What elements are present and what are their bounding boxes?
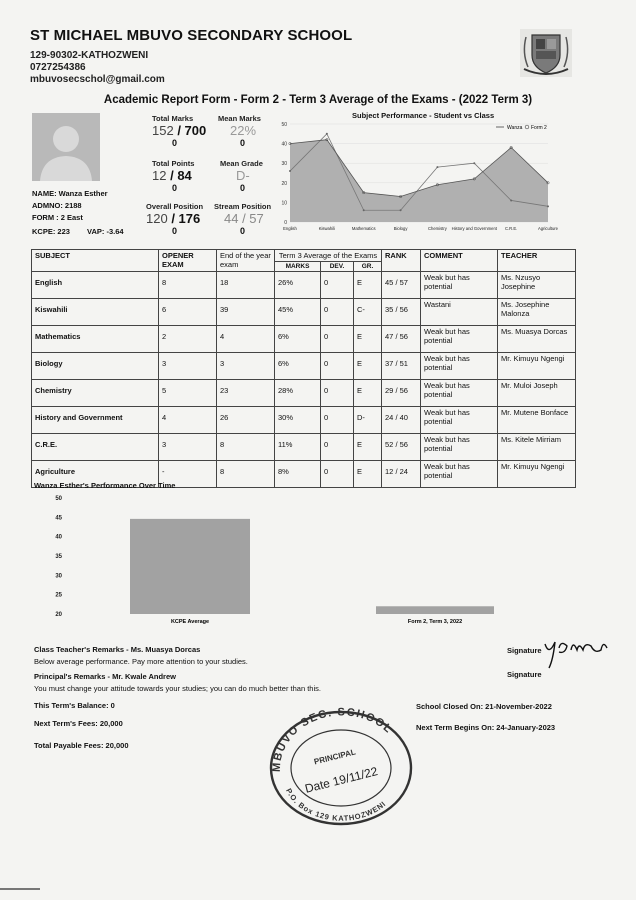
- y-tick-label: 40: [281, 141, 287, 148]
- cell-opener: 5: [159, 380, 217, 407]
- total-marks-label: Total Marks: [152, 114, 194, 123]
- student-form: FORM : 2 East: [32, 213, 83, 222]
- y-tick-label: 10: [281, 200, 287, 207]
- x-tick-label: Biology: [393, 226, 408, 231]
- school-stamp: [266, 706, 416, 828]
- cell-teacher: Mr. Muloi Joseph: [498, 380, 576, 407]
- total-marks-deviation: 0: [172, 138, 178, 148]
- cell-rank: 47 / 56: [382, 326, 421, 353]
- student-point: [473, 162, 475, 164]
- y-tick-label: 40: [55, 534, 62, 541]
- person-silhouette-icon: [32, 113, 100, 181]
- total-points-value: 12: [152, 168, 167, 183]
- y-tick-label: 30: [55, 573, 62, 580]
- performance-bar: [376, 606, 494, 614]
- student-point: [363, 209, 365, 211]
- y-tick-label: 50: [55, 496, 62, 502]
- student-point: [547, 205, 549, 207]
- student-point: [326, 133, 328, 135]
- y-tick-label: 20: [281, 180, 287, 187]
- cell-grade: E: [354, 461, 382, 488]
- table-row: [32, 326, 576, 353]
- mean-marks-block: [218, 114, 278, 148]
- stamp-bottom-text: P.O. Box 129 KATHOZWENI: [284, 786, 388, 823]
- header-teacher: TEACHER: [498, 250, 576, 272]
- mean-grade-block: [220, 159, 280, 193]
- cell-dev: 0: [321, 326, 354, 353]
- term-balance: This Term's Balance: 0: [34, 701, 115, 710]
- stamp-date-text: Date 19/11/22: [303, 764, 380, 796]
- student-point: [510, 199, 512, 201]
- performance-over-time-title-text: Wanza Esther's Performance Over Time: [34, 481, 176, 490]
- cell-subject: History and Government: [32, 407, 159, 434]
- cell-grade: E: [354, 380, 382, 407]
- cell-teacher: Mr. Kimuyu Ngengi: [498, 353, 576, 380]
- cell-rank: 24 / 40: [382, 407, 421, 434]
- cell-marks: 11%: [275, 434, 321, 461]
- cell-end-year: 8: [217, 434, 275, 461]
- cell-marks: 6%: [275, 326, 321, 353]
- cell-end-year: 23: [217, 380, 275, 407]
- cell-grade: E: [354, 272, 382, 299]
- cell-subject: Mathematics: [32, 326, 159, 353]
- cell-end-year: 4: [217, 326, 275, 353]
- x-tick-label: History and Government: [451, 226, 497, 231]
- total-points-out-of: / 84: [170, 168, 192, 183]
- cell-opener: -: [159, 461, 217, 488]
- student-series-area: [290, 140, 548, 222]
- teacher-signature-scribble: [541, 630, 611, 672]
- cell-teacher: Mr. Kimuyu Ngengi: [498, 461, 576, 488]
- class-teacher-remarks-label: [34, 645, 200, 654]
- student-avatar: [32, 113, 100, 181]
- cell-grade: E: [354, 353, 382, 380]
- header-grade: GR.: [354, 262, 382, 272]
- x-tick-label: Kiswahili: [318, 226, 336, 231]
- student-name: NAME: Wanza Esther: [32, 189, 108, 198]
- cell-subject: Kiswahili: [32, 299, 159, 326]
- cell-end-year: 3: [217, 353, 275, 380]
- table-row: [32, 272, 576, 299]
- school-address: 129-90302-KATHOZWENI: [30, 50, 149, 61]
- stream-position-deviation: 0: [240, 226, 246, 236]
- class-teacher-remarks-heading: Class Teacher's Remarks - Ms. Muasya Dorcas: [34, 645, 201, 654]
- cell-subject: Biology: [32, 353, 159, 380]
- cell-opener: 3: [159, 434, 217, 461]
- school-name: ST MICHAEL MBUVO SECONDARY SCHOOL: [30, 27, 353, 44]
- student-point: [400, 209, 402, 211]
- header-end-year: End of the year exam: [217, 250, 275, 272]
- total-payable-fees: Total Payable Fees: 20,000: [34, 741, 129, 750]
- student-admno: ADMNO: 2188: [32, 201, 82, 210]
- next-term-begins-date: Next Term Begins On: 24-January-2023: [416, 723, 556, 732]
- stream-position-label: Stream Position: [214, 202, 272, 211]
- x-tick-label: Chemistry: [427, 226, 447, 231]
- overall-position-value: 120: [146, 211, 168, 226]
- school-phone: 0727254386: [30, 62, 86, 73]
- header-subject: SUBJECT: [32, 250, 159, 272]
- performance-bar: [130, 519, 250, 614]
- y-tick-label: 45: [55, 515, 62, 522]
- x-tick-label: Agriculture: [537, 226, 558, 231]
- header-opener: OPENER EXAM: [159, 250, 217, 272]
- stamp-principal-text: PRINCIPAL: [313, 747, 357, 767]
- cell-subject: Chemistry: [32, 380, 159, 407]
- legend-student-label: Wanza: [507, 125, 523, 131]
- stamp-top-text: MBUVO SEC. SCHOOL: [270, 706, 395, 773]
- table-row: [32, 434, 576, 461]
- school-closed-date: School Closed On: 21-November-2022: [416, 702, 552, 711]
- signature-label-principal: Signature: [507, 670, 542, 679]
- header-marks: MARKS: [275, 262, 321, 272]
- cell-teacher: Mr. Mutene Bonface: [498, 407, 576, 434]
- student-point: [289, 170, 291, 172]
- y-tick-label: 20: [55, 612, 62, 618]
- cell-teacher: Ms. Kitele Mirriam: [498, 434, 576, 461]
- stream-position-value: 44 / 57: [224, 211, 264, 226]
- marks-table: [31, 249, 576, 488]
- total-marks-out-of: / 700: [177, 123, 207, 138]
- next-term-fees: Next Term's Fees: 20,000: [34, 719, 123, 728]
- signature-label-teacher: Signature: [507, 646, 542, 655]
- cell-comment: Weak but has potential: [421, 461, 498, 488]
- x-tick-label: KCPE Average: [170, 619, 210, 625]
- cell-teacher: Ms. Muasya Dorcas: [498, 326, 576, 353]
- mean-marks-label: Mean Marks: [218, 114, 261, 123]
- cell-rank: 12 / 24: [382, 461, 421, 488]
- total-points-label: Total Points: [152, 159, 195, 168]
- total-marks-block: [152, 114, 212, 148]
- overall-position-out-of: / 176: [171, 211, 201, 226]
- legend-class-swatch: [525, 125, 529, 129]
- cell-dev: 0: [321, 407, 354, 434]
- cell-end-year: 26: [217, 407, 275, 434]
- cell-marks: 8%: [275, 461, 321, 488]
- scan-edge-mark: [0, 888, 40, 890]
- cell-subject: English: [32, 272, 159, 299]
- cell-comment: Weak but has potential: [421, 272, 498, 299]
- table-row: [32, 299, 576, 326]
- report-title: Academic Report Form - Form 2 - Term 3 Average of the Exams - (2022 Term 3): [103, 94, 533, 106]
- mean-grade-value: D-: [236, 168, 250, 183]
- principal-remarks-text: You must change your attitude towards your studies; you can do much better than this.: [34, 684, 321, 693]
- cell-teacher: Ms. Josephine Malonza: [498, 299, 576, 326]
- y-tick-label: 0: [284, 220, 287, 226]
- cell-dev: 0: [321, 461, 354, 488]
- performance-over-time-title: [34, 481, 175, 490]
- stream-position-block: [214, 202, 280, 236]
- mean-grade-label: Mean Grade: [220, 159, 263, 168]
- cell-comment: Weak but has potential: [421, 407, 498, 434]
- header-rank: RANK: [382, 250, 421, 272]
- cell-rank: 29 / 56: [382, 380, 421, 407]
- cell-dev: 0: [321, 434, 354, 461]
- cell-grade: E: [354, 326, 382, 353]
- header-term3: Term 3 Average of the Exams: [275, 250, 382, 262]
- overall-position-deviation: 0: [172, 226, 178, 236]
- cell-comment: Weak but has potential: [421, 434, 498, 461]
- overall-position-block: [146, 202, 212, 236]
- header-dev: DEV.: [321, 262, 354, 272]
- cell-marks: 28%: [275, 380, 321, 407]
- mean-marks-value: 22%: [230, 123, 257, 138]
- student-point: [436, 166, 438, 168]
- cell-opener: 3: [159, 353, 217, 380]
- legend-class-label: Form 2: [531, 125, 547, 131]
- table-row: [32, 380, 576, 407]
- principal-remarks-label: [34, 672, 176, 681]
- cell-opener: 8: [159, 272, 217, 299]
- cell-dev: 0: [321, 299, 354, 326]
- cell-opener: 4: [159, 407, 217, 434]
- cell-comment: Weak but has potential: [421, 353, 498, 380]
- total-marks-value: 152: [152, 123, 174, 138]
- performance-over-time-chart: [30, 490, 550, 640]
- student-vap: VAP: -3.64: [87, 227, 124, 236]
- student-kcpe: KCPE: 223: [32, 227, 70, 236]
- total-points-deviation: 0: [172, 183, 178, 193]
- total-points-block: [152, 159, 212, 193]
- cell-marks: 30%: [275, 407, 321, 434]
- x-tick-label: Form 2, Term 3, 2022: [407, 619, 463, 625]
- y-tick-label: 30: [281, 161, 287, 168]
- cell-rank: 45 / 57: [382, 272, 421, 299]
- y-tick-label: 35: [55, 554, 62, 560]
- class-teacher-remarks-text: Below average performance. Pay more attention to your studies.: [34, 657, 248, 666]
- header-comment: COMMENT: [421, 250, 498, 272]
- cell-rank: 35 / 56: [382, 299, 421, 326]
- cell-dev: 0: [321, 353, 354, 380]
- cell-end-year: 18: [217, 272, 275, 299]
- cell-subject: C.R.E.: [32, 434, 159, 461]
- subject-chart-legend: [496, 125, 547, 131]
- mean-marks-deviation: 0: [240, 138, 246, 148]
- cell-rank: 52 / 56: [382, 434, 421, 461]
- school-email: mbuvosecschol@gmail.com: [30, 74, 165, 85]
- y-tick-label: 25: [55, 592, 62, 599]
- cell-teacher: Ms. Nzusyo Josephine: [498, 272, 576, 299]
- cell-dev: 0: [321, 380, 354, 407]
- school-crest-logo: [518, 27, 574, 79]
- table-row: [32, 353, 576, 380]
- x-tick-label: Mathematics: [351, 226, 376, 231]
- principal-remarks-heading: Principal's Remarks - Mr. Kwale Andrew: [34, 672, 176, 681]
- x-tick-label: C.R.E.: [504, 226, 518, 231]
- x-tick-label: English: [283, 226, 297, 231]
- cell-marks: 45%: [275, 299, 321, 326]
- subject-performance-chart: [278, 118, 558, 236]
- cell-marks: 6%: [275, 353, 321, 380]
- y-tick-label: 50: [281, 122, 287, 128]
- cell-subject: Agriculture: [32, 461, 159, 488]
- cell-comment: Wastani: [421, 299, 498, 326]
- cell-grade: C-: [354, 299, 382, 326]
- cell-rank: 37 / 51: [382, 353, 421, 380]
- overall-position-label: Overall Position: [146, 202, 204, 211]
- table-row: [32, 407, 576, 434]
- cell-grade: D-: [354, 407, 382, 434]
- subject-chart-title: Subject Performance - Student vs Class: [352, 111, 495, 120]
- cell-opener: 2: [159, 326, 217, 353]
- cell-comment: Weak but has potential: [421, 380, 498, 407]
- cell-comment: Weak but has potential: [421, 326, 498, 353]
- cell-end-year: 8: [217, 461, 275, 488]
- cell-opener: 6: [159, 299, 217, 326]
- cell-end-year: 39: [217, 299, 275, 326]
- cell-dev: 0: [321, 272, 354, 299]
- cell-marks: 26%: [275, 272, 321, 299]
- mean-grade-deviation: 0: [240, 183, 246, 193]
- cell-grade: E: [354, 434, 382, 461]
